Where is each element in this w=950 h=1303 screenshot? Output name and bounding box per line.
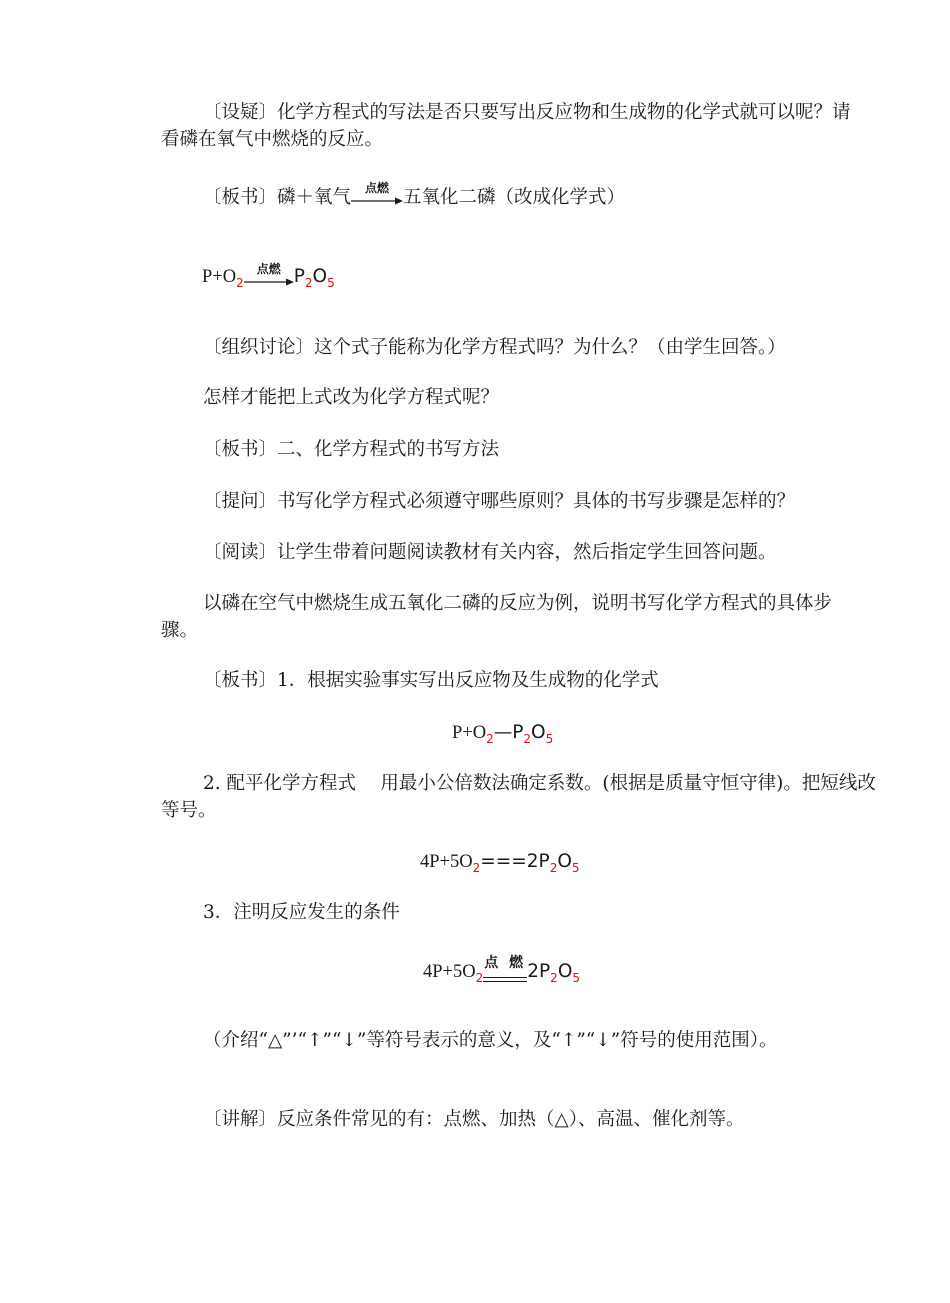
formula-product-o: O: [312, 266, 328, 287]
subscript: 5: [545, 732, 554, 746]
read-paragraph: 〔阅读〕让学生带着问题阅读教材有关内容，然后指定学生回答问题。: [203, 542, 777, 563]
formula-product-p: P: [512, 722, 524, 743]
question-line: 怎样才能把上式改为化学方程式呢？: [203, 387, 500, 408]
subscript: 5: [571, 861, 580, 875]
reaction-arrow: [244, 262, 294, 292]
subscript: 5: [572, 971, 581, 985]
formula-product: 2P: [526, 851, 550, 872]
formula-product-p: P: [293, 266, 305, 287]
board-heading: 〔板书〕二、化学方程式的书写方法: [203, 439, 500, 460]
formula-product-o: O: [557, 961, 573, 982]
symbols-intro-paragraph: （介绍“△”’“↑”“↓”等符号表示的意义，及“↑”“↓”符号的使用范围）。: [203, 1030, 778, 1051]
formula-reactants: 4P+5O: [420, 852, 473, 872]
formula-reactants: 4P+5O: [423, 962, 476, 982]
condition-label: 点 燃: [484, 955, 527, 971]
plus-sign: ＋: [295, 187, 315, 208]
subscript: 2: [523, 732, 532, 746]
step1-heading: 〔板书〕1．根据实验事实写出反应物及生成物的化学式: [203, 670, 659, 691]
formula-unbalanced: [452, 719, 553, 748]
equals-bar-bottom: [483, 981, 527, 983]
formula-reactants: P+O: [452, 723, 487, 743]
formula-complete: [423, 955, 581, 987]
subscript: 2: [549, 861, 558, 875]
formula-reactants: P+O: [202, 267, 237, 287]
formula-product-o: O: [557, 851, 572, 872]
subscript: 2: [475, 971, 484, 985]
formula-product: 2P: [527, 961, 551, 982]
word-equation-prefix: 〔板书〕磷: [203, 187, 296, 208]
discussion-paragraph: 〔组织讨论〕这个式子能称为化学方程式吗？为什么？（由学生回答。）: [203, 337, 786, 358]
subscript: 2: [236, 276, 244, 290]
subscript: 2: [304, 276, 313, 290]
subscript: 5: [327, 276, 335, 290]
equals-sign: ===: [480, 851, 527, 872]
arrow-condition: 点燃: [365, 181, 390, 195]
word-equation: [203, 181, 626, 211]
step3-heading: 3．注明反应发生的条件: [203, 902, 400, 923]
short-dash: —: [493, 722, 513, 743]
double-line-equals: [483, 955, 527, 987]
question-paragraph: 〔设疑〕化学方程式的写法是否只要写出反应物和生成物的化学式就可以呢？请看磷在氧气中燃烧的反应。: [161, 102, 851, 150]
word-equation-suffix: 五氧化二磷（改成化学式）: [403, 187, 626, 208]
subscript: 2: [472, 861, 481, 875]
reaction-arrow: [351, 181, 403, 211]
explain-paragraph: 〔讲解〕反应条件常见的有：点燃、加热（△）、高温、催化剂等。: [203, 1109, 745, 1130]
subscript: 2: [550, 971, 558, 985]
equals-bar-top: [483, 977, 527, 979]
formula-with-arrow: [202, 263, 335, 292]
formula-product-o: O: [531, 722, 546, 743]
step2-paragraph: 2. 配平化学方程式 用最小公倍数法确定系数。(根据是质量守恒守律)。把短线改等号。: [161, 773, 876, 821]
subscript: 2: [486, 732, 494, 746]
word-equation-reactant: 氧气: [314, 187, 352, 208]
formula-balanced: [420, 848, 580, 877]
example-paragraph: 以磷在空气中燃烧生成五氧化二磷的反应为例，说明书写化学方程式的具体步骤。: [161, 593, 833, 641]
arrow-condition: 点燃: [256, 262, 281, 276]
ask-paragraph: 〔提问〕书写化学方程式必须遵守哪些原则？具体的书写步骤是怎样的？: [203, 491, 796, 512]
